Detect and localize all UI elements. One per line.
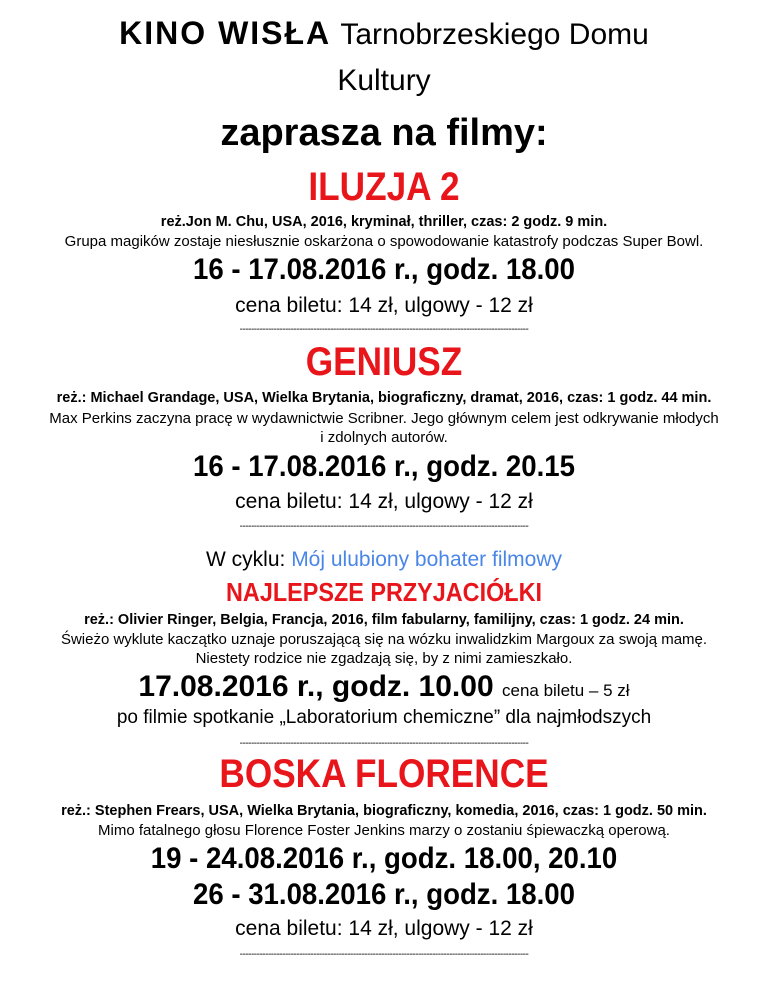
film-date: 19 - 24.08.2016 r., godz. 18.00, 20.10 (150, 842, 618, 875)
film-price: cena biletu – 5 zł (501, 681, 630, 700)
film-description: Świeżo wyklute kaczątko uznaje poruszającą się na wózku inwalidzkim Margoux za swoją mamę. (60, 631, 708, 648)
film-title: BOSKA FLORENCE (219, 752, 549, 796)
brand-subtitle-2: Kultury (337, 64, 431, 97)
invite-heading: zaprasza na filmy: (220, 112, 548, 154)
separator: ------------------------------------------------------------------------------------------------------ (239, 521, 529, 532)
film-after-note: po filmie spotkanie „Laboratorium chemiczne” dla najmłodszych (116, 707, 652, 728)
film-description: Grupa magików zostaje niesłusznie oskarżona o spowodowanie katastrofy podczas Super Bowl. (64, 233, 704, 250)
film-meta: reż.: Stephen Frears, USA, Wielka Brytania, biograficzny, komedia, 2016, czas: 1 godz. 50 min. (61, 803, 707, 819)
film-title: ILUZJA 2 (308, 165, 460, 209)
film-date: 17.08.2016 r., godz. 10.00 (138, 670, 494, 703)
cycle-line (0, 548, 768, 572)
film-price: cena biletu: 14 zł, ulgowy - 12 zł (235, 294, 533, 317)
film-title: NAJLEPSZE PRZYJACIÓŁKI (226, 577, 542, 607)
film-meta: reż.: Michael Grandage, USA, Wielka Brytania, biograficzny, dramat, 2016, czas: 1 godz. 44 min. (56, 390, 712, 406)
film-title: GENIUSZ (305, 340, 463, 384)
brand-name: KINO WISŁA (119, 15, 332, 51)
film-meta: reż.: Olivier Ringer, Belgia, Francja, 2016, film fabularny, familijny, czas: 1 godz. 24 min. (84, 612, 684, 628)
film-description-2: Niestety rodzice nie zgadzają się, by z nimi zamieszkało. (195, 650, 573, 667)
cycle-prefix: W cyklu: (206, 548, 292, 571)
film-description: Max Perkins zaczyna pracę w wydawnictwie Scribner. Jego głównym celem jest odkrywanie młodych (49, 410, 719, 427)
separator: ------------------------------------------------------------------------------------------------------ (239, 949, 529, 960)
film-description: Mimo fatalnego głosu Florence Foster Jenkins marzy o zostaniu śpiewaczką operową. (98, 822, 670, 839)
film-meta: reż.Jon M. Chu, USA, 2016, kryminał, thriller, czas: 2 godz. 9 min. (160, 214, 608, 230)
header-line (0, 14, 768, 52)
film-description-2: i zdolnych autorów. (320, 429, 448, 446)
film-date: 16 - 17.08.2016 r., godz. 20.15 (192, 450, 576, 483)
separator-short: ------------------------------------------------------------------------------------------------------ (239, 738, 529, 749)
film-date-line (0, 670, 768, 704)
film-price: cena biletu: 14 zł, ulgowy - 12 zł (235, 490, 533, 513)
film-date: 16 - 17.08.2016 r., godz. 18.00 (192, 253, 576, 286)
separator: ------------------------------------------------------------------------------------------------------ (239, 324, 529, 335)
brand-subtitle: Tarnobrzeskiego Domu (340, 18, 649, 51)
film-price: cena biletu: 14 zł, ulgowy - 12 zł (235, 917, 533, 940)
film-date-2: 26 - 31.08.2016 r., godz. 18.00 (192, 878, 576, 911)
cycle-name: Mój ulubiony bohater filmowy (291, 548, 562, 571)
